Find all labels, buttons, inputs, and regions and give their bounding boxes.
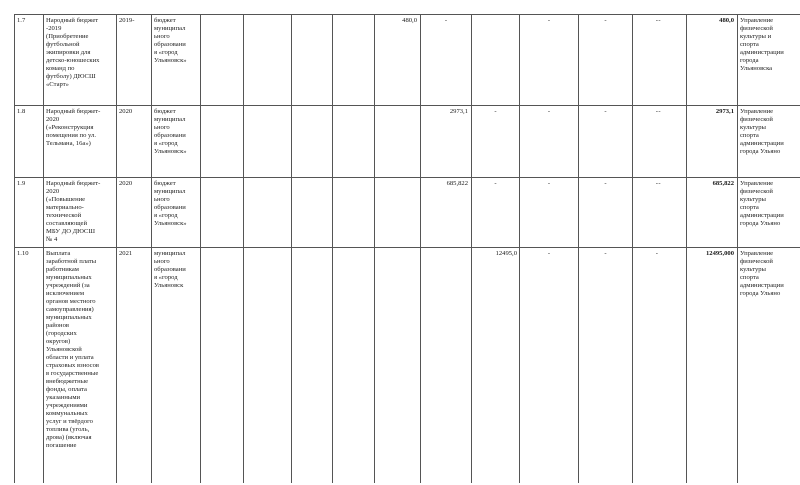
column-divider (374, 14, 375, 483)
funding-source: бюджет муниципал ьного образовани я «город Ульяновск» (154, 108, 187, 155)
measure-name: Народный бюджет -2019 (Приобретение футбольной экипировки для детско-юношеских команд по футболу) ДЮСШ «Старт» (46, 17, 100, 88)
responsible-executor: Управление физической культуры спорта администрации города Ульяно (740, 180, 784, 227)
amount-2020: 685,822 (446, 180, 468, 187)
column-divider (151, 14, 152, 483)
column-divider (14, 14, 15, 483)
row-divider (14, 177, 800, 178)
amount-2023: - (604, 180, 607, 187)
row-divider (14, 105, 800, 106)
column-divider (471, 14, 472, 483)
funding-source: муниципал ьного образовани я «город Ульяновск (154, 250, 186, 289)
column-divider (200, 14, 201, 483)
amount-2022: - (547, 180, 551, 187)
column-divider (116, 14, 117, 483)
implementation-year: 2019- (119, 17, 135, 24)
implementation-year: 2020 (119, 180, 133, 187)
amount-2021: - (494, 108, 497, 115)
amount-2022: - (547, 108, 551, 115)
total-amount: 480,0 (719, 17, 734, 24)
column-divider (578, 14, 579, 483)
responsible-executor: Управление физической культуры и спорта администрации города Ульяновска (740, 17, 784, 72)
implementation-year: 2021 (119, 250, 133, 257)
row-number: 1.10 (17, 250, 29, 257)
responsible-executor: Управление физической культуры спорта администрации города Ульяно (740, 250, 784, 297)
amount-2025: - (655, 17, 658, 24)
amount-2024: - (658, 108, 661, 115)
amount-2022: - (547, 250, 551, 257)
column-divider (737, 14, 738, 483)
amount-2025: - (655, 180, 658, 187)
amount-2024: - (655, 250, 658, 257)
column-divider (243, 14, 244, 483)
column-divider (332, 14, 333, 483)
row-number: 1.7 (17, 17, 26, 24)
column-divider (519, 14, 520, 483)
amount-2025: - (655, 108, 658, 115)
measure-name: Народный бюджет- 2020 («Повышение материально- технической составляющей МБУ ДО ДЮСШ № 4 (46, 180, 101, 243)
column-divider (291, 14, 292, 483)
measure-name: Выплата заработной платы работникам муниципальных учреждений (за исключением органов местного самоуправления) муниципальных районов (городских округов) Ульяновской области и уплата страховых взносов в государственные внебюджетные фонды, оплата указанными учреждениями коммунальных услуг и твёрдого топлива (уголь, дрова) (включая погашение (46, 250, 99, 449)
column-divider (420, 14, 421, 483)
amount-2022: - (547, 17, 551, 24)
amount-2023: - (604, 250, 607, 257)
amount-2023: - (604, 17, 607, 24)
amount-2021: 12495,0 (495, 250, 517, 257)
total-amount: 12495,000 (705, 250, 734, 257)
amount-2024: - (658, 17, 661, 24)
responsible-executor: Управление физической культуры спорта администрации города Ульяно (740, 108, 784, 155)
row-number: 1.8 (17, 108, 26, 115)
column-divider (686, 14, 687, 483)
row-divider (14, 247, 800, 248)
amount-2019: 480,0 (402, 17, 417, 24)
column-divider (43, 14, 44, 483)
amount-2020: 2973,1 (449, 108, 468, 115)
total-amount: 685,822 (712, 180, 734, 187)
amount-2020: - (444, 17, 448, 24)
total-amount: 2973,1 (715, 108, 734, 115)
implementation-year: 2020 (119, 108, 133, 115)
column-divider (632, 14, 633, 483)
row-divider (14, 14, 800, 15)
amount-2021: - (494, 180, 497, 187)
amount-2024: - (658, 180, 661, 187)
measure-name: Народный бюджет- 2020 («Реконструкция помещения по ул. Тельмана, 16а») (46, 108, 101, 147)
funding-source: бюджет муниципал ьного образовани я «город Ульяновск» (154, 17, 187, 64)
funding-source: бюджет муниципал ьного образовани я «город Ульяновск» (154, 180, 187, 227)
row-number: 1.9 (17, 180, 26, 187)
amount-2023: - (604, 108, 607, 115)
